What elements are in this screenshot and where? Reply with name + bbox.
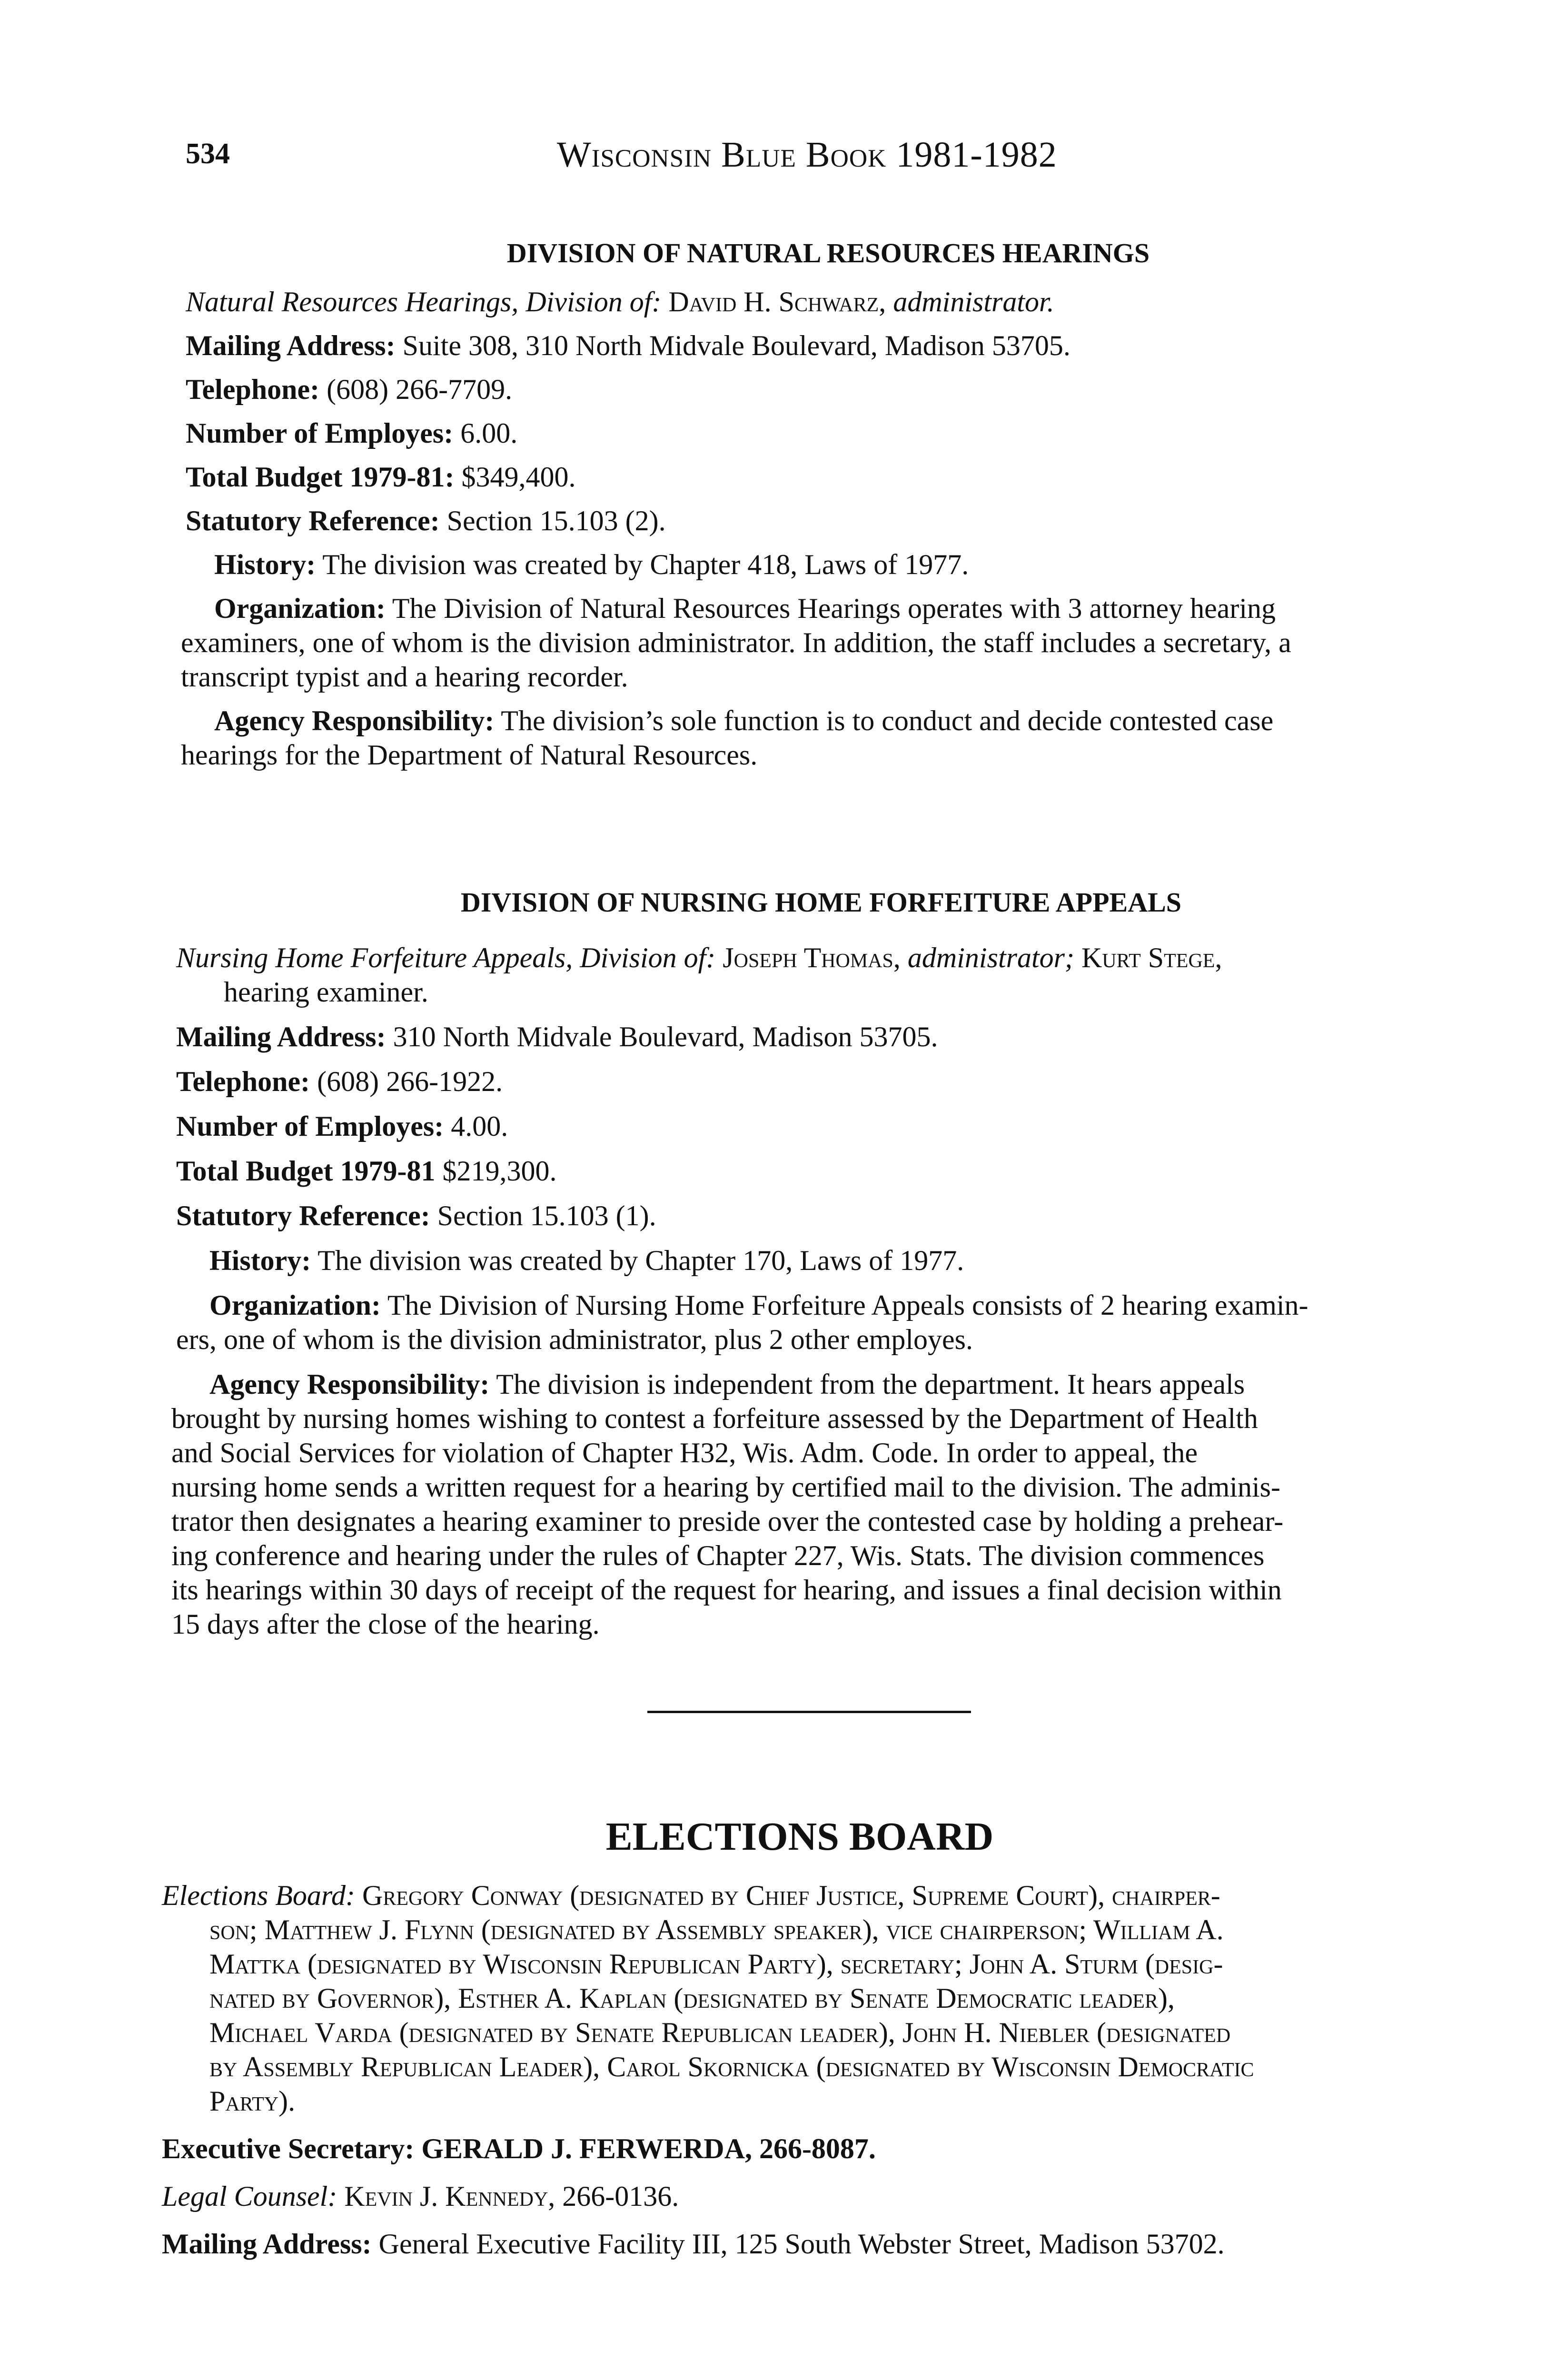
nr-telephone-value: (608) 266-7709. (327, 374, 513, 405)
nh-telephone-label: Telephone: (176, 1066, 310, 1097)
nh-employes-label: Number of Employes: (176, 1111, 444, 1142)
eb-member-line-1: son; Matthew J. Flynn (designated by Assembly speaker), vice chairperson; William A. (209, 1914, 1224, 1945)
eb-executive-line (162, 2132, 1447, 2166)
nh-organization-label: Organization: (209, 1289, 381, 1321)
nh-responsibility-line-3: nursing home sends a written request for a hearing by certified mail to the division. The adminis- (171, 1471, 1280, 1503)
eb-member-line-5: by Assembly Republican Leader), Carol Skornicka (designated by Wisconsin Democratic (209, 2051, 1254, 2082)
nr-employes-line (171, 416, 1457, 450)
eb-member-line-0: Gregory Conway (designated by Chief Justice, Supreme Court), chairper- (362, 1880, 1220, 1911)
nh-statutory-line (171, 1199, 1457, 1233)
nr-administrator-name: David H. Schwarz, (668, 286, 886, 317)
nr-responsibility-line-0: The division’s sole function is to conduct and decide contested case (501, 705, 1274, 736)
nh-organization-line (171, 1288, 1457, 1322)
eb-counsel-phone: 266-0136. (562, 2181, 679, 2212)
eb-member-line-2: Mattka (designated by Wisconsin Republican Party), secretary; John A. Sturm (desig- (209, 1948, 1223, 1980)
nh-responsibility-line-6: its hearings within 30 days of receipt of the request for hearing, and issues a final decision within (171, 1574, 1282, 1606)
nr-statutory-line (171, 504, 1457, 538)
nr-history-value: The division was created by Chapter 418, Laws of 1977. (322, 549, 969, 580)
section-heading-nursing-home: DIVISION OF NURSING HOME FORFEITURE APPEALS (460, 887, 1182, 918)
nr-employes-value: 6.00. (460, 417, 518, 449)
nh-responsibility-line-1: brought by nursing homes wishing to contest a forfeiture assessed by the Department of Health (171, 1403, 1258, 1434)
eb-mailing-line (162, 2227, 1447, 2261)
nr-administrator-role: administrator. (893, 286, 1054, 317)
eb-member-line-3: nated by Governor), Esther A. Kaplan (designated by Senate Democratic leader), (209, 1983, 1175, 2014)
nh-telephone-line (171, 1064, 1457, 1099)
nr-history-line (171, 547, 1457, 582)
section-heading-elections-board: ELECTIONS BOARD (605, 1815, 994, 1859)
nr-telephone-line (171, 372, 1457, 407)
nh-intro-label: Nursing Home Forfeiture Appeals, Division of: (176, 942, 716, 973)
nr-responsibility-line (171, 704, 1457, 738)
eb-mailing-value: General Executive Facility III, 125 South Webster Street, Madison 53702. (378, 2228, 1225, 2260)
nh-mailing-value: 310 North Midvale Boulevard, Madison 53705. (393, 1021, 938, 1052)
nr-mailing-label: Mailing Address: (186, 330, 396, 361)
section-heading-natural-resources: DIVISION OF NATURAL RESOURCES HEARINGS (506, 238, 1150, 268)
nh-responsibility-line-2: and Social Services for violation of Chapter H32, Wis. Adm. Code. In order to appeal, the (171, 1437, 1198, 1468)
nr-budget-label: Total Budget 1979-81: (186, 461, 455, 493)
nr-organization-line-2: transcript typist and a hearing recorder. (181, 661, 628, 693)
eb-member-line-6: Party). (209, 2085, 296, 2117)
nr-organization-line-1: examiners, one of whom is the division administrator. In addition, the staff includes a secretary, a (181, 627, 1291, 658)
nh-mailing-line (171, 1020, 1457, 1054)
eb-executive-value: GERALD J. FERWERDA, 266-8087. (421, 2133, 876, 2164)
page-number: 534 (186, 138, 230, 170)
nh-administrator-role: administrator; (907, 942, 1074, 973)
nh-intro-line (171, 941, 1457, 975)
nh-responsibility-line (171, 1367, 1457, 1401)
nh-organization-paragraph (171, 1288, 1457, 1357)
nr-employes-label: Number of Employes: (186, 417, 454, 449)
nh-examiner-role-line: hearing examiner. (224, 976, 428, 1008)
nr-budget-value: $349,400. (461, 461, 576, 493)
nr-responsibility-line-1: hearings for the Department of Natural Resources. (181, 739, 758, 771)
nh-employes-line (171, 1109, 1457, 1143)
eb-intro-line (162, 1878, 1447, 1913)
nr-history-label: History: (214, 549, 316, 580)
nr-organization-paragraph (171, 591, 1457, 694)
nr-organization-label: Organization: (214, 593, 386, 624)
eb-member-line-4: Michael Varda (designated by Senate Republican leader), John H. Niebler (designated (209, 2017, 1231, 2048)
nr-responsibility-label: Agency Responsibility: (214, 705, 495, 736)
nh-telephone-value: (608) 266-1922. (317, 1066, 503, 1097)
nh-history-value: The division was created by Chapter 170, Laws of 1977. (317, 1245, 964, 1276)
nh-statutory-value: Section 15.103 (1). (437, 1200, 656, 1231)
nr-organization-line (171, 591, 1457, 625)
nh-history-label: History: (209, 1245, 311, 1276)
nh-budget-label: Total Budget 1979-81 (176, 1155, 436, 1187)
nr-budget-line (171, 460, 1457, 494)
nr-statutory-label: Statutory Reference: (186, 505, 440, 536)
nh-examiner-name: Kurt Stege, (1081, 942, 1222, 973)
nh-responsibility-line-0: The division is independent from the department. It hears appeals (496, 1368, 1245, 1400)
nh-organization-line-1: ers, one of whom is the division administrator, plus 2 other employes. (176, 1324, 973, 1355)
eb-executive-label: Executive Secretary: (162, 2133, 415, 2164)
eb-counsel-name: Kevin J. Kennedy, (344, 2181, 555, 2212)
nh-statutory-label: Statutory Reference: (176, 1200, 430, 1231)
running-head (186, 137, 1161, 189)
nr-intro-line (171, 285, 1457, 319)
nh-history-line (171, 1243, 1457, 1278)
nh-responsibility-line-4: trator then designates a hearing examiner to preside over the contested case by holding a prehear- (171, 1506, 1284, 1537)
eb-intro-label: Elections Board: (162, 1880, 356, 1911)
eb-mailing-label: Mailing Address: (162, 2228, 372, 2260)
nr-organization-line-0: The Division of Natural Resources Hearings operates with 3 attorney hearing (392, 593, 1276, 624)
nh-mailing-label: Mailing Address: (176, 1021, 386, 1052)
nh-responsibility-line-7: 15 days after the close of the hearing. (171, 1608, 600, 1640)
book-title: Wisconsin Blue Book 1981-1982 (557, 135, 1057, 175)
eb-counsel-label: Legal Counsel: (162, 2181, 337, 2212)
nr-mailing-line (171, 328, 1457, 363)
nh-employes-value: 4.00. (451, 1111, 508, 1142)
elections-board-section (162, 1878, 1447, 2261)
nr-intro-label: Natural Resources Hearings, Division of: (186, 286, 662, 317)
nh-administrator-name: Joseph Thomas, (723, 942, 901, 973)
nh-responsibility-paragraph (171, 1367, 1457, 1641)
natural-resources-section (171, 285, 1457, 772)
nr-statutory-value: Section 15.103 (2). (446, 505, 666, 536)
nh-organization-line-0: The Division of Nursing Home Forfeiture Appeals consists of 2 hearing examin- (387, 1289, 1308, 1321)
section-divider-rule (647, 1711, 971, 1713)
nh-budget-line (171, 1154, 1457, 1188)
eb-counsel-line (162, 2179, 1447, 2213)
nh-budget-value: $219,300. (442, 1155, 557, 1187)
nr-responsibility-paragraph (171, 704, 1457, 772)
nh-responsibility-label: Agency Responsibility: (209, 1368, 490, 1400)
nursing-home-section (171, 941, 1457, 1641)
nh-responsibility-line-5: ing conference and hearing under the rules of Chapter 227, Wis. Stats. The division commences (171, 1540, 1265, 1571)
nr-telephone-label: Telephone: (186, 374, 320, 405)
nr-mailing-value: Suite 308, 310 North Midvale Boulevard, Madison 53705. (402, 330, 1070, 361)
